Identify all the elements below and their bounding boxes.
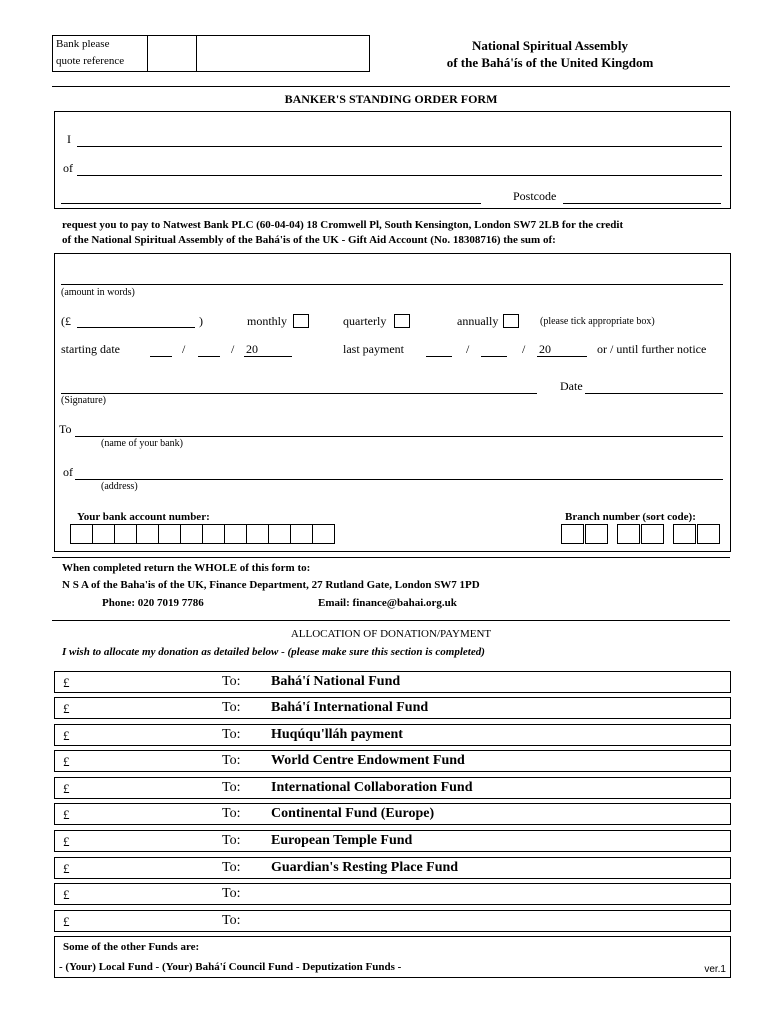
- pound-sign: £: [63, 861, 70, 876]
- annually-checkbox[interactable]: [503, 314, 519, 328]
- allocation-row[interactable]: [54, 830, 731, 852]
- monthly-label: monthly: [247, 314, 288, 328]
- return-divider-top: [52, 557, 730, 558]
- signature-label: (Signature): [61, 395, 106, 406]
- allocation-row[interactable]: [54, 857, 731, 879]
- allocation-row[interactable]: [54, 750, 731, 772]
- fund-name: European Temple Fund: [271, 833, 413, 848]
- to-label: To:: [222, 753, 241, 768]
- sort-code-label: Branch number (sort code):: [565, 511, 696, 523]
- start-year-field[interactable]: [244, 356, 292, 357]
- account-digit-box[interactable]: [92, 524, 115, 544]
- last-year-field[interactable]: [537, 356, 587, 357]
- org-name-line2: of the Bahá'ís of the United Kingdom: [446, 55, 654, 70]
- sort-code-digit-box[interactable]: [673, 524, 696, 544]
- header-divider: [52, 86, 730, 87]
- return-line2: N S A of the Baha'is of the UK, Finance Department, 27 Rutland Gate, London SW7 1PD: [62, 579, 480, 591]
- i-label: I: [67, 132, 71, 146]
- to-label: To:: [222, 727, 241, 742]
- quarterly-checkbox[interactable]: [394, 314, 410, 328]
- pound-close: ): [199, 314, 203, 328]
- start-month-field[interactable]: [198, 356, 220, 357]
- pound-sign: £: [63, 914, 70, 929]
- payer-section: [54, 111, 731, 209]
- pound-sign: £: [63, 701, 70, 716]
- payer-address-field-2[interactable]: [61, 203, 481, 204]
- last-year-prefix: 20: [539, 342, 551, 356]
- bank-address-field[interactable]: [75, 479, 723, 480]
- pound-sign: £: [63, 834, 70, 849]
- fund-name: Continental Fund (Europe): [271, 806, 435, 821]
- bank-address-of-label: of: [63, 465, 73, 479]
- start-day-field[interactable]: [150, 356, 172, 357]
- sort-code-digit-box[interactable]: [585, 524, 608, 544]
- other-funds-title: Some of the other Funds are:: [63, 941, 200, 953]
- sort-code-digit-box[interactable]: [697, 524, 720, 544]
- fund-name: International Collaboration Fund: [271, 780, 473, 795]
- date-label: Date: [560, 379, 583, 393]
- allocation-row[interactable]: [54, 883, 731, 905]
- allocation-row[interactable]: [54, 910, 731, 932]
- pound-sign: £: [63, 728, 70, 743]
- pound-sign: £: [63, 807, 70, 822]
- last-slash-1: /: [466, 342, 470, 356]
- amount-section: [54, 253, 731, 552]
- account-digit-box[interactable]: [158, 524, 181, 544]
- until-note: or / until further notice: [597, 342, 707, 356]
- pound-open: (£: [61, 314, 71, 328]
- pound-sign: £: [63, 887, 70, 902]
- quarterly-label: quarterly: [343, 314, 387, 328]
- account-digit-box[interactable]: [202, 524, 225, 544]
- return-phone: Phone: 020 7019 7786: [102, 597, 204, 609]
- account-digit-box[interactable]: [224, 524, 247, 544]
- pound-sign: £: [63, 754, 70, 769]
- allocation-row[interactable]: [54, 724, 731, 746]
- annually-label: annually: [457, 314, 499, 328]
- allocation-subtitle: I wish to allocate my donation as detailed below - (please make sure this section is completed): [62, 646, 485, 658]
- fund-name: Guardian's Resting Place Fund: [271, 860, 459, 875]
- return-divider-bottom: [52, 620, 730, 621]
- org-name-line1: National Spiritual Assembly: [471, 38, 629, 53]
- monthly-checkbox[interactable]: [293, 314, 309, 328]
- last-day-field[interactable]: [426, 356, 452, 357]
- bank-address-label: (address): [101, 481, 138, 492]
- sort-code-digit-box[interactable]: [641, 524, 664, 544]
- start-slash-1: /: [182, 342, 186, 356]
- start-year-prefix: 20: [246, 342, 258, 356]
- other-funds-box: [54, 936, 731, 978]
- request-text-line1: request you to pay to Natwest Bank PLC (60-04-04) 18 Cromwell Pl, South Kensington, London SW7 2LB for the credit: [62, 219, 624, 231]
- account-digit-box[interactable]: [136, 524, 159, 544]
- amount-words-label: (amount in words): [61, 287, 135, 298]
- reference-field-2[interactable]: [197, 36, 369, 71]
- amount-figures-field[interactable]: [77, 327, 195, 328]
- form-title: BANKER'S STANDING ORDER FORM: [284, 92, 498, 106]
- allocation-row[interactable]: [54, 803, 731, 825]
- account-digit-box[interactable]: [70, 524, 93, 544]
- to-label: To:: [222, 833, 241, 848]
- reference-label-line1: Bank please: [56, 38, 110, 50]
- account-digit-box[interactable]: [180, 524, 203, 544]
- signature-field[interactable]: [61, 393, 537, 394]
- to-bank-label: To: [59, 422, 72, 436]
- account-digit-box[interactable]: [114, 524, 137, 544]
- amount-words-field[interactable]: [61, 284, 723, 285]
- bank-name-field[interactable]: [75, 436, 723, 437]
- pound-sign: £: [63, 675, 70, 690]
- return-line1: When completed return the WHOLE of this form to:: [62, 562, 311, 574]
- postcode-label: Postcode: [513, 189, 557, 203]
- fund-name: Huqúqu'lláh payment: [271, 727, 403, 742]
- reference-label-line2: quote reference: [56, 55, 125, 67]
- to-label: To:: [222, 674, 241, 689]
- allocation-row[interactable]: [54, 697, 731, 719]
- sort-code-digit-box[interactable]: [617, 524, 640, 544]
- account-digit-box[interactable]: [290, 524, 313, 544]
- last-payment-label: last payment: [343, 342, 404, 356]
- account-number-boxes: [70, 524, 320, 544]
- allocation-title: ALLOCATION OF DONATION/PAYMENT: [290, 628, 492, 640]
- to-label: To:: [222, 700, 241, 715]
- postcode-field[interactable]: [563, 203, 721, 204]
- request-text-line2: of the National Spiritual Assembly of the Bahá'is of the UK - Gift Aid Account (No. 18308716) the sum of:: [62, 234, 556, 246]
- account-number-label: Your bank account number:: [77, 511, 210, 523]
- account-digit-box[interactable]: [312, 524, 335, 544]
- payer-name-field[interactable]: [77, 146, 722, 147]
- account-digit-box[interactable]: [246, 524, 269, 544]
- to-label: To:: [222, 913, 241, 928]
- to-label: To:: [222, 886, 241, 901]
- fund-name: World Centre Endowment Fund: [271, 753, 465, 768]
- start-slash-2: /: [231, 342, 235, 356]
- bank-name-label: (name of your bank): [101, 438, 183, 449]
- date-field[interactable]: [585, 393, 723, 394]
- version-label: ver.1: [704, 964, 726, 975]
- pound-sign: £: [63, 781, 70, 796]
- allocation-row[interactable]: [54, 777, 731, 799]
- tick-note: (please tick appropriate box): [540, 316, 655, 327]
- sort-code-digit-box[interactable]: [561, 524, 584, 544]
- return-email: Email: finance@bahai.org.uk: [318, 597, 457, 609]
- last-month-field[interactable]: [481, 356, 507, 357]
- payer-address-field-1[interactable]: [77, 175, 722, 176]
- to-label: To:: [222, 806, 241, 821]
- starting-date-label: starting date: [61, 342, 120, 356]
- to-label: To:: [222, 860, 241, 875]
- bank-reference-box: [52, 35, 370, 72]
- allocation-row[interactable]: [54, 671, 731, 693]
- of-label: of: [63, 161, 73, 175]
- sort-code-boxes: [561, 524, 723, 544]
- fund-name: Bahá'í International Fund: [271, 700, 429, 715]
- other-funds-list: - (Your) Local Fund - (Your) Bahá'í Council Fund - Deputization Funds -: [59, 961, 402, 973]
- to-label: To:: [222, 780, 241, 795]
- last-slash-2: /: [522, 342, 526, 356]
- fund-name: Bahá'í National Fund: [271, 674, 401, 689]
- reference-field-1[interactable]: [147, 36, 197, 71]
- account-digit-box[interactable]: [268, 524, 291, 544]
